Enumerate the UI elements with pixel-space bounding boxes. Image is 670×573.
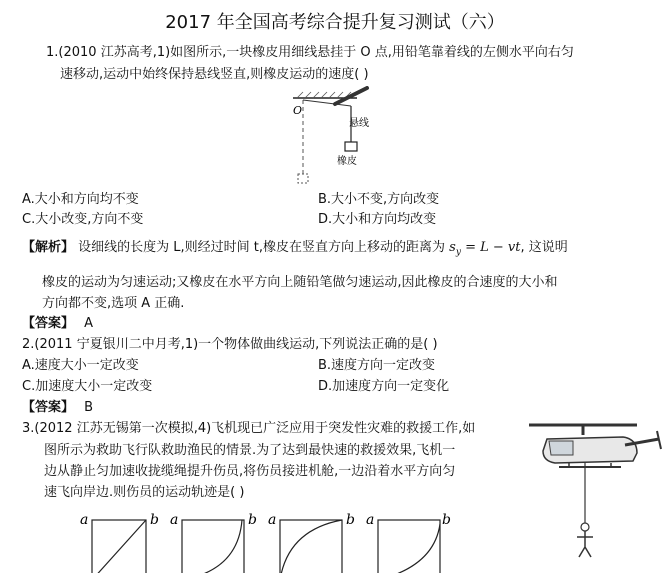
helicopter-rescue-illustration [525,405,665,565]
svg-text:a: a [80,512,89,528]
q1-analysis-line-3: 方向都不变,选项 A 正确. [42,296,185,311]
analysis-text: 设细线的长度为 L,则经过时间 t,橡皮在竖直方向上移动的距离为 [78,240,446,255]
trajectory-options [70,510,470,573]
trajectory-graph-d [366,512,451,573]
pencil-icon [335,88,367,104]
q1-figure [285,86,395,186]
svg-text:a: a [170,512,179,528]
answer-value: B [84,400,94,415]
q2-option-c: C.加速度大小一定改变 [22,379,153,394]
analysis-text-end: , 这说明 [520,240,568,255]
q1-option-a: A.大小和方向均不变 [22,192,139,207]
q1-analysis-line-1 [22,240,568,261]
svg-text:b: b [150,512,159,528]
q2-option-a: A.速度大小一定改变 [22,358,139,373]
cockpit-window [549,441,573,455]
q3-text-line-2: 图所示为救助飞行队救助渔民的情景.为了达到最快速的救援效果,飞机一 [44,443,456,458]
q1-option-b: B.大小不变,方向改变 [318,192,440,207]
eraser-box [345,142,357,151]
eraser-label: 橡皮 [337,156,357,167]
q1-option-c: C.大小改变,方向不变 [22,212,144,227]
answer-value: A [84,316,94,331]
q3-text-line-4: 速飞向岸边.则伤员的运动轨迹是( ) [44,485,245,500]
svg-text:b: b [248,512,257,528]
page-title: 2017 年全国高考综合提升复习测试（六） [165,12,505,33]
person-body [577,531,593,557]
q1-text-line-1: 1.(2010 江苏高考,1)如图所示,一块橡皮用细线悬挂于 O 点,用铅笔靠着线的左侧水平向右匀 [46,45,574,60]
svg-text:a: a [366,512,375,528]
q2-option-d: D.加速度方向一定变化 [318,379,450,394]
q1-answer [22,316,93,332]
q2-answer [22,400,93,416]
q2-option-b: B.速度方向一定改变 [318,358,436,373]
svg-text:b: b [346,512,355,528]
svg-text:b: b [442,512,451,528]
point-o-label: O [293,104,303,117]
q1-text-line-2: 速移动,运动中始终保持悬线竖直,则橡皮运动的速度( ) [60,67,369,82]
initial-eraser [298,174,308,183]
string-label: 悬线 [349,118,369,129]
q1-option-d: D.大小和方向均改变 [318,212,437,227]
analysis-tag: 【解析】 [22,240,75,255]
trajectory-graph-b [170,512,257,573]
analysis-formula: $s_y = L$ − vt [449,240,521,258]
q1-analysis-line-2: 橡皮的运动为匀速运动;又橡皮在水平方向上随铅笔做匀速运动,因此橡皮的合速度的大小和 [42,275,558,290]
q3-text-line-3: 边从静止匀加速收拢缆绳提升伤员,将伤员接进机舱,一边沿着水平方向匀 [44,464,456,479]
ceiling-hatch [297,92,351,98]
trajectory-graph-c [268,512,355,573]
svg-text:a: a [268,512,277,528]
q2-text-line-1: 2.(2011 宁夏银川二中月考,1)一个物体做曲线运动,下列说法正确的是( ) [22,337,438,352]
trajectory-graph-a [80,512,159,573]
answer-tag: 【答案】 [22,400,75,415]
person-head [581,523,589,531]
q3-text-line-1: 3.(2012 江苏无锡第一次模拟,4)飞机现已广泛应用于突发性灾难的救援工作,如 [22,421,476,436]
answer-tag: 【答案】 [22,316,75,331]
